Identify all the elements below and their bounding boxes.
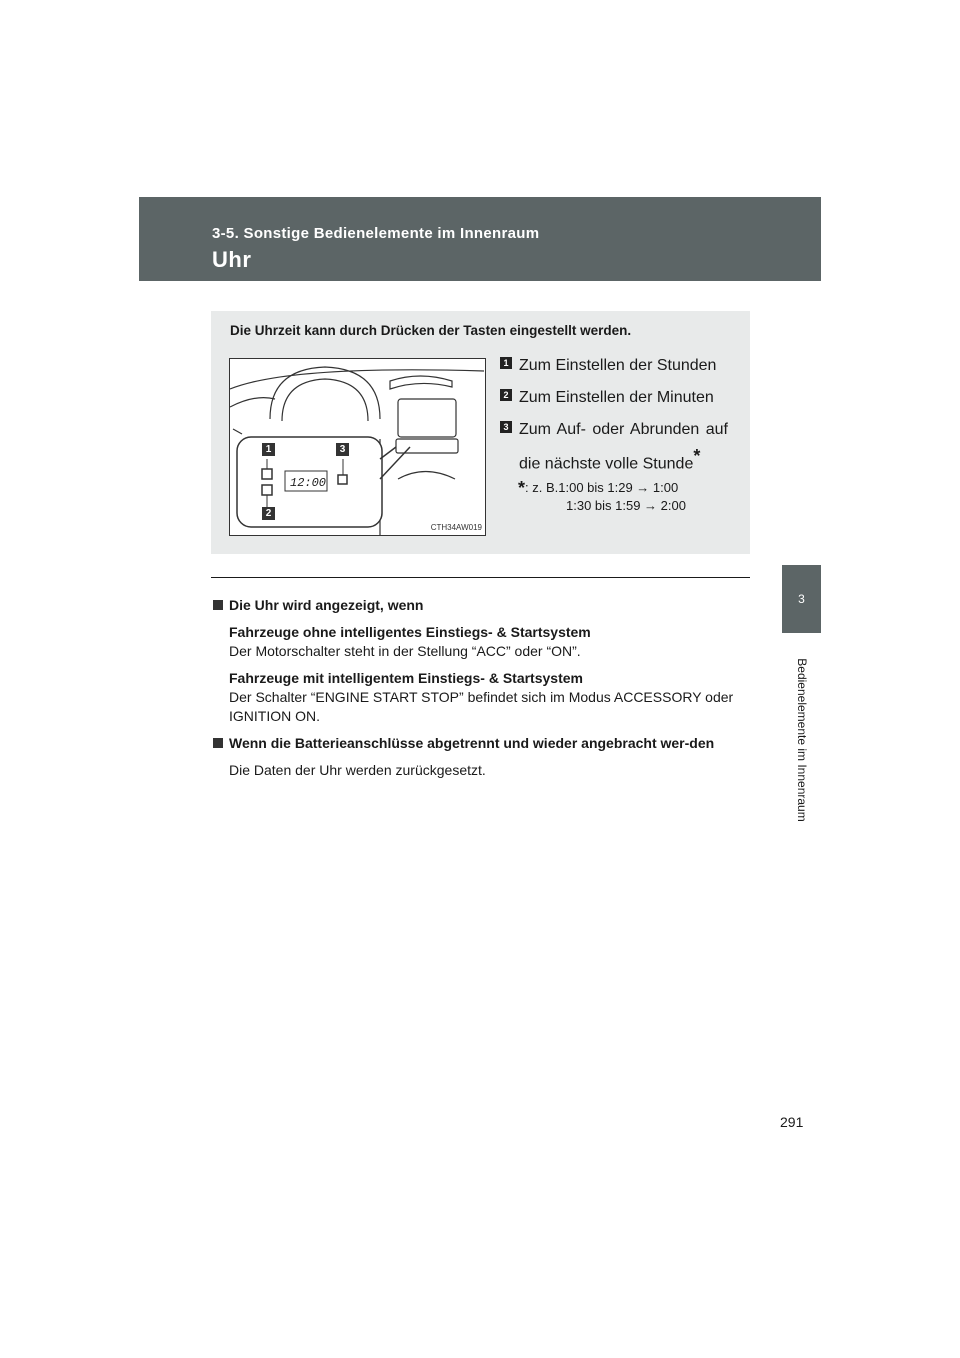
footnote — [518, 479, 686, 515]
legend-text: Zum Einstellen der Minuten — [519, 389, 714, 406]
chapter-label: Bedienelemente im Innenraum — [795, 658, 809, 822]
note-paragraph — [213, 761, 745, 780]
section-title: 3-5. Sonstige Bedienelemente im Innenraum — [212, 225, 540, 242]
clock-figure — [229, 358, 486, 536]
legend-item — [500, 353, 728, 379]
figure-code: CTH34AW019 — [430, 523, 482, 532]
note-heading — [213, 596, 745, 615]
info-box — [211, 311, 750, 554]
note-paragraph-heading: Fahrzeuge mit intelligentem Einstiegs- & Startsystem — [229, 670, 583, 686]
legend-star: * — [693, 446, 701, 466]
legend-number: 1 — [500, 357, 512, 369]
footnote-star: * — [518, 478, 526, 498]
page-title: Uhr — [212, 247, 252, 272]
intro-text: Die Uhrzeit kann durch Drücken der Tasten eingestellt werden. — [230, 323, 632, 338]
chapter-number: 3 — [798, 592, 805, 606]
legend-item — [500, 417, 728, 477]
legend-text — [519, 417, 728, 477]
footnote-line-2: 1:30 bis 1:59 → 2:00 — [566, 498, 686, 513]
legend-number: 2 — [500, 389, 512, 401]
note-paragraph-heading: Fahrzeuge ohne intelligentes Einstiegs- & Startsystem — [229, 624, 591, 640]
square-bullet-icon — [213, 738, 223, 748]
divider — [211, 577, 750, 578]
clock-display-text: 12:00 — [290, 476, 327, 490]
page-number: 291 — [780, 1114, 804, 1130]
legend-number: 3 — [500, 421, 512, 433]
note-paragraph-text: Die Daten der Uhr werden zurückgesetzt. — [229, 762, 486, 778]
note-heading-text: Die Uhr wird angezeigt, wenn — [229, 597, 424, 613]
figure-badge-3: 3 — [336, 443, 349, 456]
legend-text: Zum Einstellen der Stunden — [519, 357, 717, 374]
note-paragraph-text: Der Schalter “ENGINE START STOP” befindet sich im Modus ACCESSORY oder IGNITION ON. — [229, 689, 734, 724]
notes — [213, 596, 745, 788]
footnote-line-1: : z. B.1:00 bis 1:29 → 1:00 — [525, 480, 679, 495]
square-bullet-icon — [213, 600, 223, 610]
legend-list — [500, 353, 728, 483]
note-paragraph-text: Der Motorschalter steht in der Stellung “ACC” oder “ON”. — [229, 643, 581, 659]
figure-badge-2: 2 — [262, 507, 275, 520]
note-paragraph — [213, 623, 745, 661]
note-heading-text: Wenn die Batterieanschlüsse abgetrennt und wieder angebracht wer-den — [229, 735, 715, 751]
legend-text-main: Zum Auf- oder Abrunden auf die nächste volle Stunde — [519, 421, 728, 473]
section-header — [139, 197, 821, 281]
note-heading — [213, 734, 745, 753]
figure-badge-1: 1 — [262, 443, 275, 456]
chapter-tab — [782, 565, 821, 633]
note-paragraph — [213, 669, 745, 726]
legend-item — [500, 385, 728, 411]
